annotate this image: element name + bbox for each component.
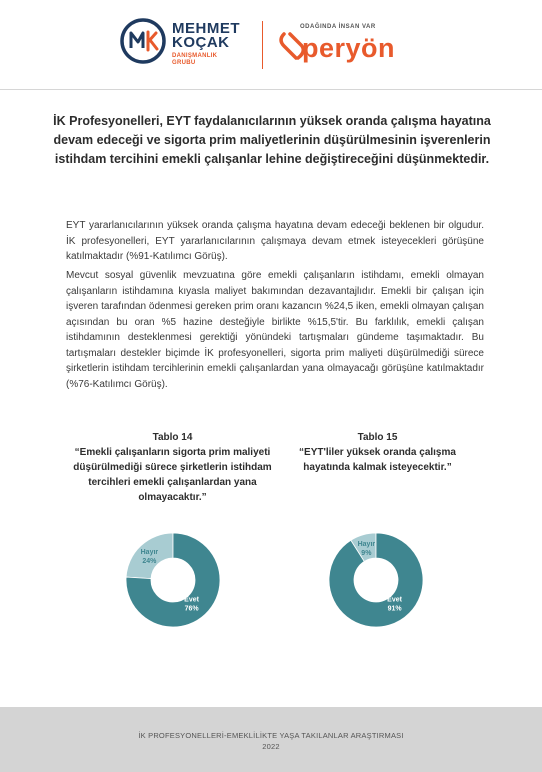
pie-label-category: Evet (387, 596, 402, 604)
page-header (0, 0, 542, 90)
table-14-question: “Emekli çalışanların sigorta prim maliyeti düşürülmediği sürece şirketlerin istihdam tercihleri emekli çalışanlardan yana olmayacaktır.” (73, 447, 272, 503)
pie-label-value: 24% (142, 557, 157, 565)
mk-sub-line2: GRUBU (172, 60, 196, 66)
pie-label-value: 91% (387, 605, 402, 613)
mk-name-line1: MEHMET (172, 20, 240, 37)
peryon-wordmark: peryön (302, 33, 396, 63)
peryon-tagline: ODAĞINDA İNSAN VAR (300, 24, 376, 30)
pie-label-category: Evet (184, 596, 199, 604)
table-15-question: “EYT'liler yüksek oranda çalışma hayatında kalmak isteyecektir.” (299, 447, 456, 473)
pie-label-category: Hayır (357, 540, 376, 548)
mk-sub-line1: DANIŞMANLIK (172, 53, 218, 59)
pie-label-category: Hayır (140, 548, 159, 556)
table-14-title: Tablo 14 (152, 432, 193, 443)
pie-label-value: 76% (184, 605, 199, 613)
page-heading: İK Profesyonelleri, EYT faydalanıcılarının yüksek oranda çalışma hayatına devam edeceği ve sigorta prim maliyetlerinin düşürülmesinin işverenlerin istihdam tercihini emekli çalışanlar lehine değiştireceğini düşünmektedir. (53, 114, 491, 166)
mk-name-line2: KOÇAK (172, 34, 230, 51)
paragraph-1: EYT yararlanıcılarının yüksek oranda çalışma hayatına devam edeceği beklenen bir olgudur. İK profesyonelleri, EYT yararlanıcılarının çalışmaya devam etmek isteyecekleri görüşüne katılmaktadır (%91-Katılımcı Görüş). (66, 220, 484, 262)
pie-label-value: 9% (361, 549, 372, 557)
paragraph-2: Mevcut sosyal güvenlik mevzuatına göre emekli çalışanların istihdamı, emekli olmayan çalışanların istihdamına kıyasla maliyet bakımından dezavantajlıdır. Emekli bir çalışan için işveren tarafından ödenmesi gereken prim oranı kazancın %24,5 iken, emekli olmayan çalışan açısından bu oran %5 hazine desteğiyle birlikte %15,5'tir. Bu farklılık, emekli çalışan istihdamının desteklenmesi gerektiği yönündeki tartışmaları gündeme taşımaktadır. Bu tartışmaları destekler biçimde İK profesyonelleri, sigorta prim maliyeti düşürülmediği sürece şirketlerin istihdam tercihlerinin emekli çalışanlardan yana olmayacağı görüşüne katılmaktadır (%76-Katılımcı Görüş). (66, 270, 484, 390)
pie-slice-evet (329, 533, 423, 627)
footer-year: 2022 (262, 742, 280, 751)
table-15-title: Tablo 15 (357, 432, 398, 443)
mehmet-kocak-logo-icon (119, 17, 167, 65)
mehmet-kocak-wordmark (172, 22, 240, 67)
logo-divider (262, 21, 263, 69)
footer-report-title: İK PROFESYONELLERİ-EMEKLİLİKTE YAŞA TAKILANLAR ARAŞTIRMASI (138, 731, 404, 740)
pie-chart-table-15 (327, 531, 425, 629)
pie-chart-table-14 (124, 531, 222, 629)
